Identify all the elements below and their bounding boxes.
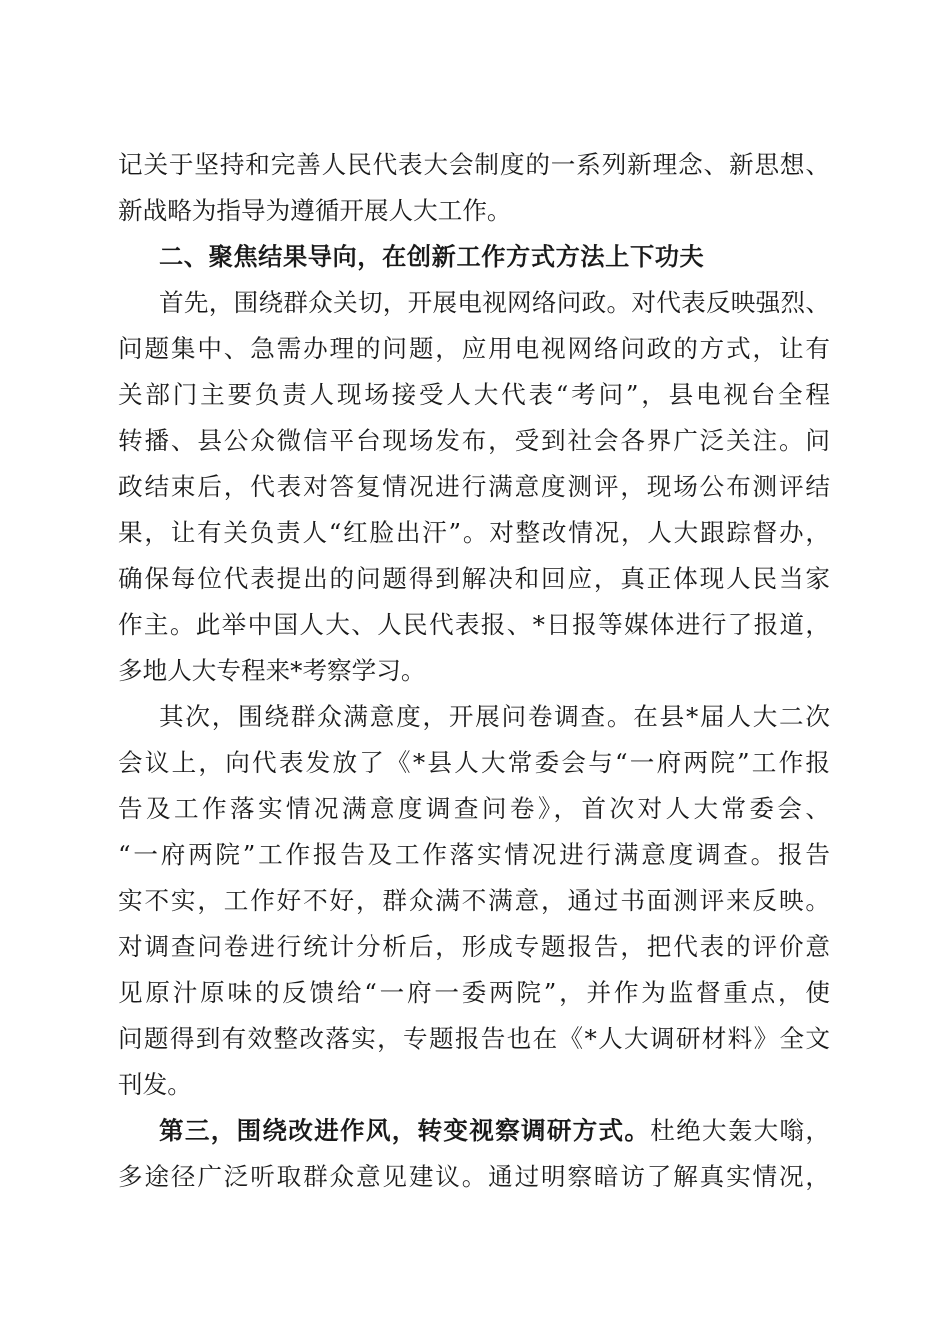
text-line: 会议上，向代表发放了《*县人大常委会与“一府两院”工作报	[118, 748, 830, 777]
paragraph-first	[118, 280, 830, 694]
text-line: 对调查问卷进行统计分析后，形成专题报告，把代表的评价意	[118, 932, 830, 961]
document-body	[118, 142, 830, 1200]
text-line: 新战略为指导为遵循开展人大工作。	[118, 196, 512, 225]
text-line: 作主。此举中国人大、人民代表报、*日报等媒体进行了报道，	[118, 610, 830, 639]
text-line: 果，让有关负责人“红脸出汗”。对整改情况，人大跟踪督办，	[118, 518, 830, 547]
text-line: 确保每位代表提出的问题得到解决和回应，真正体现人民当家	[118, 564, 830, 593]
text-line-with-lead	[118, 1108, 830, 1154]
text-line: 多途径广泛听取群众意见建议。通过明察暗访了解真实情况，	[118, 1162, 830, 1191]
text-line: 记关于坚持和完善人民代表大会制度的一系列新理念、新思想、	[118, 150, 830, 179]
text-line: 政结束后，代表对答复情况进行满意度测评，现场公布测评结	[118, 472, 830, 501]
section-heading-paragraph	[118, 234, 830, 280]
intro-paragraph	[118, 142, 830, 234]
text-line: 转播、县公众微信平台现场发布，受到社会各界广泛关注。问	[118, 426, 830, 455]
text-line: 见原汁原味的反馈给“一府一委两院”，并作为监督重点，使	[118, 978, 830, 1007]
text-line: 问题集中、急需办理的问题，应用电视网络问政的方式，让有	[118, 334, 830, 363]
text-line: “一府两院”工作报告及工作落实情况进行满意度调查。报告	[118, 840, 830, 869]
text-line: 问题得到有效整改落实，专题报告也在《*人大调研材料》全文	[118, 1024, 830, 1053]
text-line: 实不实，工作好不好，群众满不满意，通过书面测评来反映。	[118, 886, 830, 915]
text-fragment: 杜绝大轰大嗡，	[650, 1116, 830, 1145]
text-line: 多地人大专程来*考察学习。	[118, 656, 426, 685]
text-line: 其次，围绕群众满意度，开展问卷调查。在县*届人大二次	[159, 702, 830, 731]
paragraph-second	[118, 694, 830, 1108]
text-line: 告及工作落实情况满意度调查问卷》，首次对人大常委会、	[118, 794, 830, 823]
text-line: 首先，围绕群众关切，开展电视网络问政。对代表反映强烈、	[159, 288, 830, 317]
section-heading: 二、聚焦结果导向，在创新工作方式方法上下功夫	[159, 243, 705, 271]
text-line: 关部门主要负责人现场接受人大代表“考问”，县电视台全程	[118, 380, 830, 409]
paragraph-third	[118, 1108, 830, 1200]
paragraph-lead: 第三，围绕改进作风，转变视察调研方式。	[159, 1116, 651, 1145]
text-line: 刊发。	[118, 1070, 192, 1099]
